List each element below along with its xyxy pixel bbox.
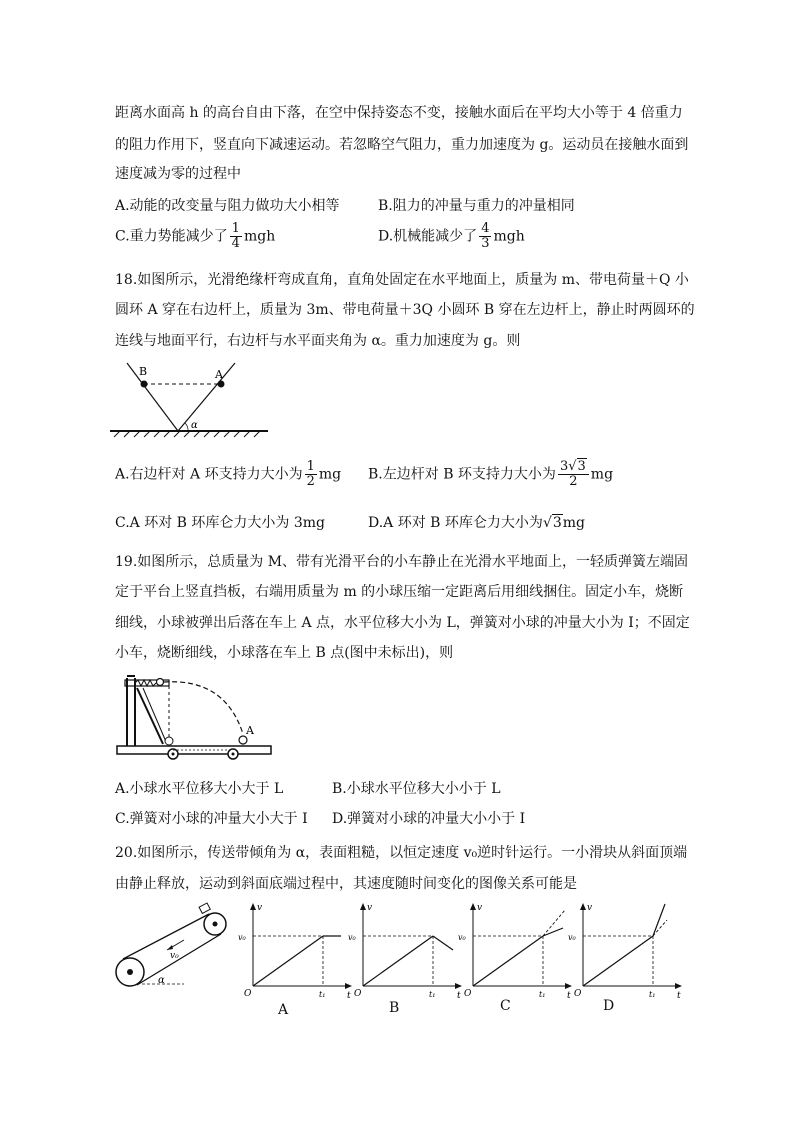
coefficient: 3 — [559, 459, 569, 474]
graph-d-v-arrow — [580, 903, 586, 910]
q18-option-a-unit: mg — [318, 466, 342, 483]
q17-option-c-text: C.重力势能减少了 — [115, 228, 228, 245]
numerator: 1 — [231, 221, 240, 236]
graph-b-first-segment — [363, 936, 433, 986]
q20-line-1: 20.如图所示，传送带倾角为 α，表面粗糙，以恒定速度 v₀逆时针运行。一小滑块从斜面顶端 — [115, 845, 688, 861]
graph-d-t1-tick: t₁ — [649, 990, 656, 999]
q18-option-a-text: A.右边杆对 A 环支持力大小为 — [115, 466, 303, 483]
slider-block — [199, 903, 210, 913]
q17-option-d-unit: mgh — [493, 228, 525, 245]
ball-landing — [239, 736, 247, 744]
left-rod — [127, 363, 178, 431]
graph-c-t1-tick: t₁ — [539, 990, 546, 999]
denominator: 3 — [481, 236, 490, 251]
ball-shadow — [165, 737, 173, 745]
q17-option-b: B.阻力的冲量与重力的冲量相同 — [378, 198, 575, 214]
denominator: 4 — [231, 236, 240, 251]
graph-label-d: D — [603, 998, 615, 1014]
graph-label-a: A — [278, 1002, 289, 1018]
q19-figure — [115, 672, 275, 767]
graph-b-v-arrow — [360, 903, 366, 910]
belt-velocity-label: v₀ — [170, 951, 179, 961]
ring-b — [141, 381, 148, 388]
graph-a-v0-tick: v₀ — [238, 933, 246, 942]
graph-a-v-arrow — [250, 903, 256, 910]
q19-line-4: 小车，烧断细线，小球落在车上 B 点(图中未标出)，则 — [115, 645, 454, 661]
q18-line-2: 圆环 A 穿在右边杆上，质量为 3m、带电荷量＋3Q 小圆环 B 穿在左边杆上，静止时两圆环的 — [115, 302, 695, 318]
radicand: 3 — [577, 459, 586, 474]
q18-option-c: C.A 环对 B 环库仑力大小为 3mg — [115, 515, 326, 531]
q17-option-d — [378, 222, 525, 251]
q17-option-c — [115, 222, 275, 251]
right-rod — [178, 363, 235, 431]
graph-d-second-segment — [653, 904, 665, 936]
q18-option-b — [368, 460, 613, 489]
q19-line-1: 19.如图所示，总质量为 M、带有光滑平台的小车静止在光滑水平地面上，一轻质弹簧左端固 — [115, 554, 689, 570]
wheel-right-hub — [232, 753, 235, 756]
graph-b-v-label: v — [367, 903, 373, 913]
numerator: 3√3 — [558, 460, 589, 475]
q19-option-b: B.小球水平位移大小小于 L — [332, 781, 501, 797]
ring-a-label: A — [215, 368, 223, 381]
q19-line-2: 定于平台上竖直挡板，右端用质量为 m 的小球压缩一定距离后用细线捆住。固定小车，烧断 — [115, 584, 684, 600]
velocity-arrow-head — [167, 945, 173, 950]
ring-a — [218, 381, 225, 388]
graph-b-origin: O — [354, 989, 362, 999]
q17-line-3: 速度减为零的过程中 — [115, 166, 241, 182]
q18-line-1: 18.如图所示，光滑绝缘杆弯成直角，直角处固定在水平地面上，质量为 m、带电荷量＋Q 小 — [115, 272, 689, 288]
q17-option-d-fraction — [479, 222, 491, 251]
graph-label-c: C — [500, 998, 511, 1014]
graph-d-origin: O — [574, 989, 582, 999]
angle-arc — [185, 423, 188, 431]
q19-line-3: 细线，小球被弹出后落在车上 A 点，水平位移大小为 L，弹簧对小球的冲量大小为 I；不固定 — [115, 615, 690, 631]
graph-d-t-label: t — [677, 991, 681, 1001]
q18-option-a-fraction — [305, 460, 317, 489]
brace-1 — [137, 688, 163, 744]
q20-line-2: 由静止释放，运动到斜面底端过程中，其速度随时间变化的图像关系可能是 — [115, 876, 577, 892]
numerator: 1 — [306, 459, 315, 474]
angle-label: α — [191, 420, 198, 431]
graph-label-b: B — [389, 1000, 400, 1016]
q18-line-3: 连线与地面平行，右边杆与水平面夹角为 α。重力加速度为 g。则 — [115, 333, 521, 349]
graph-c-t-label: t — [567, 991, 571, 1001]
upper-pulley-hub — [213, 922, 218, 927]
graph-b-v0-tick: v₀ — [348, 933, 356, 942]
graph-b-t-label: t — [457, 991, 461, 1001]
denominator: 2 — [306, 474, 315, 489]
trajectory — [164, 682, 243, 734]
graph-a-t1-tick: t₁ — [319, 990, 326, 999]
graph-a-v-label: v — [257, 903, 263, 913]
q18-option-a — [115, 460, 341, 489]
graph-c-v0-tick: v₀ — [458, 933, 466, 942]
belt-top — [123, 914, 209, 959]
brace-2 — [143, 688, 167, 744]
spring — [135, 680, 156, 686]
graph-a-t-arrow — [345, 983, 352, 989]
q18-option-d-radicand: 3 — [552, 515, 562, 531]
q20-conveyor-figure — [112, 900, 237, 995]
q17-line-1: 距离水面高 h 的高台自由下落，在空中保持姿态不变，接触水面后在平均大小等于 4 倍重力 — [115, 105, 683, 121]
belt-bottom — [137, 934, 221, 985]
q20-vt-graphs — [235, 898, 681, 1001]
graph-d-first-segment — [583, 936, 653, 986]
graph-c-v-label: v — [477, 903, 483, 913]
point-a-label: A — [246, 724, 254, 737]
q17-option-c-fraction — [230, 222, 242, 251]
q18-option-b-fraction — [558, 460, 589, 489]
q18-option-b-text: B.左边杆对 B 环支持力大小为 — [368, 466, 556, 483]
graph-c-t-arrow — [565, 983, 572, 989]
q17-option-d-text: D.机械能减少了 — [378, 228, 478, 245]
q18-option-d: D.A 环对 B 环库仑力大小为√3mg — [368, 515, 586, 531]
q17-option-c-unit: mgh — [243, 228, 276, 245]
graph-b-second-segment — [433, 936, 453, 950]
denominator: 2 — [569, 474, 578, 489]
belt-angle-label: α — [158, 975, 165, 986]
graph-d-v0-tick: v₀ — [568, 933, 576, 942]
ring-b-label: B — [139, 365, 148, 378]
q19-option-c: C.弹簧对小球的冲量大小大于 I — [115, 811, 308, 827]
q18-figure — [110, 358, 270, 438]
graph-c-origin: O — [464, 989, 472, 999]
q18-option-d-unit: mg — [562, 515, 586, 531]
graph-d-v-label: v — [587, 903, 593, 913]
graph-a-first-segment — [253, 936, 323, 986]
q19-option-d: D.弹簧对小球的冲量大小小于 I — [332, 811, 526, 827]
graph-c-v-arrow — [470, 903, 476, 910]
graph-b-t-arrow — [455, 983, 462, 989]
ball-initial — [157, 679, 164, 686]
q18-option-b-unit: mg — [590, 466, 614, 483]
graph-c-first-segment — [473, 936, 543, 986]
graph-b-t1-tick: t₁ — [429, 990, 436, 999]
graph-a-origin: O — [244, 989, 252, 999]
graph-a-t-label: t — [347, 991, 351, 1001]
q17-option-a: A.动能的改变量与阻力做功大小相等 — [115, 198, 340, 214]
q18-option-d-text: D.A 环对 B 环库仑力大小为 — [368, 515, 543, 531]
wheel-left-hub — [172, 753, 175, 756]
graph-d-t-arrow — [675, 983, 682, 989]
lower-pulley-hub — [127, 969, 133, 975]
graph-d-extension — [653, 920, 667, 936]
q17-line-2: 的阻力作用下，竖直向下减速运动。若忽略空气阻力，重力加速度为 g。运动员在接触水面到 — [115, 137, 689, 153]
q19-option-a: A.小球水平位移大小大于 L — [115, 781, 284, 797]
numerator: 4 — [481, 221, 490, 236]
graph-c-second-segment — [543, 928, 563, 936]
